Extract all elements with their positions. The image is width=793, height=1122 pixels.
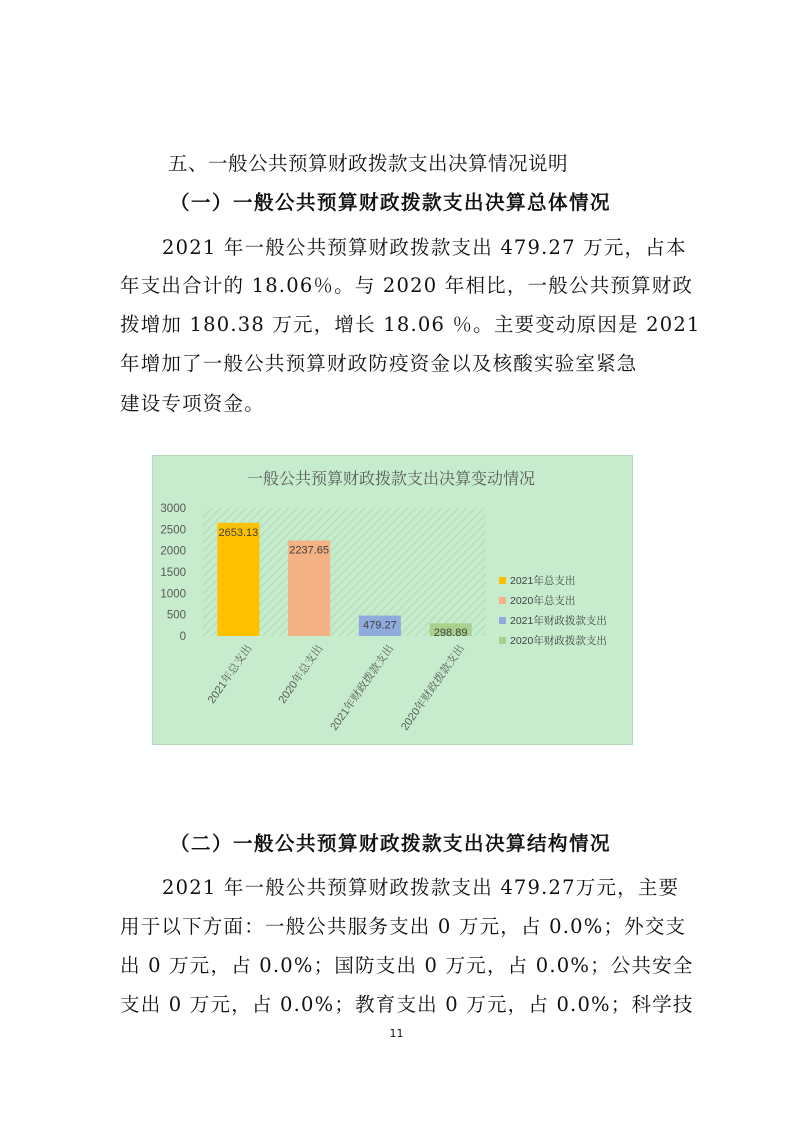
y-tick-label: 3000 — [160, 503, 186, 515]
page-number: 11 — [389, 1027, 404, 1040]
legend-label: 2021年财政拨款支出 — [510, 615, 607, 627]
paragraph-1-line: 2021 年一般公共预算财政拨款支出 479.27 万元，占本 — [162, 236, 687, 259]
data-label: 298.89 — [433, 627, 468, 640]
legend-label: 2020年总支出 — [510, 595, 576, 607]
paragraph-1-line: 年支出合计的 18.06％。与 2020 年相比，一般公共预算财政 — [120, 274, 694, 297]
y-tick-label: 2500 — [160, 524, 186, 537]
chart-svg — [153, 456, 632, 744]
legend-swatch — [499, 637, 506, 644]
paragraph-2-line: 用于以下方面：一般公共服务支出 0 万元，占 0.0%；外交支 — [120, 915, 687, 938]
x-tick-label: 2020年总支出 — [276, 642, 326, 706]
y-tick-label: 1500 — [160, 567, 186, 579]
paragraph-1-line: 建设专项资金。 — [120, 392, 265, 415]
legend-swatch — [499, 577, 506, 584]
y-tick-label: 1000 — [160, 588, 186, 601]
data-label: 479.27 — [363, 619, 397, 632]
paragraph-2-line: 出 0 万元，占 0.0%；国防支出 0 万元，占 0.0%；公共安全 — [120, 954, 694, 977]
legend-swatch — [499, 617, 506, 624]
legend-swatch — [499, 597, 506, 604]
subsection-2-heading: （二）一般公共预算财政拨款支出决算结构情况 — [170, 832, 612, 855]
chart-title: 一般公共预算财政拨款支出决算变动情况 — [246, 471, 536, 488]
x-tick-label: 2021年财政拨款支出 — [328, 642, 397, 733]
y-tick-label: 2000 — [160, 545, 186, 558]
data-label: 2653.13 — [218, 526, 259, 539]
subsection-1-heading: （一）一般公共预算财政拨款支出决算总体情况 — [170, 191, 612, 214]
paragraph-2-line: 2021 年一般公共预算财政拨款支出 479.27万元，主要 — [162, 876, 680, 899]
x-tick-label: 2020年财政拨款支出 — [399, 642, 468, 733]
legend-label: 2020年财政拨款支出 — [510, 635, 607, 647]
data-label: 2237.65 — [289, 544, 330, 557]
y-tick-label: 500 — [166, 609, 186, 622]
bar-chart — [152, 455, 633, 745]
paragraph-2-line: 支出 0 万元，占 0.0%；教育支出 0 万元，占 0.0%；科学技 — [120, 993, 694, 1016]
x-tick-label: 2021年总支出 — [205, 642, 255, 706]
paragraph-1-line: 年增加了一般公共预算财政防疫资金以及核酸实验室紧急 — [120, 352, 638, 375]
section-heading: 五、一般公共预算财政拨款支出决算情况说明 — [168, 152, 569, 175]
legend-label: 2021年总支出 — [510, 575, 576, 587]
y-tick-label: 0 — [179, 631, 186, 643]
bar — [217, 523, 259, 636]
paragraph-1-line: 拨增加 180.38 万元，增长 18.06 ％。主要变动原因是 2021 — [120, 313, 701, 336]
